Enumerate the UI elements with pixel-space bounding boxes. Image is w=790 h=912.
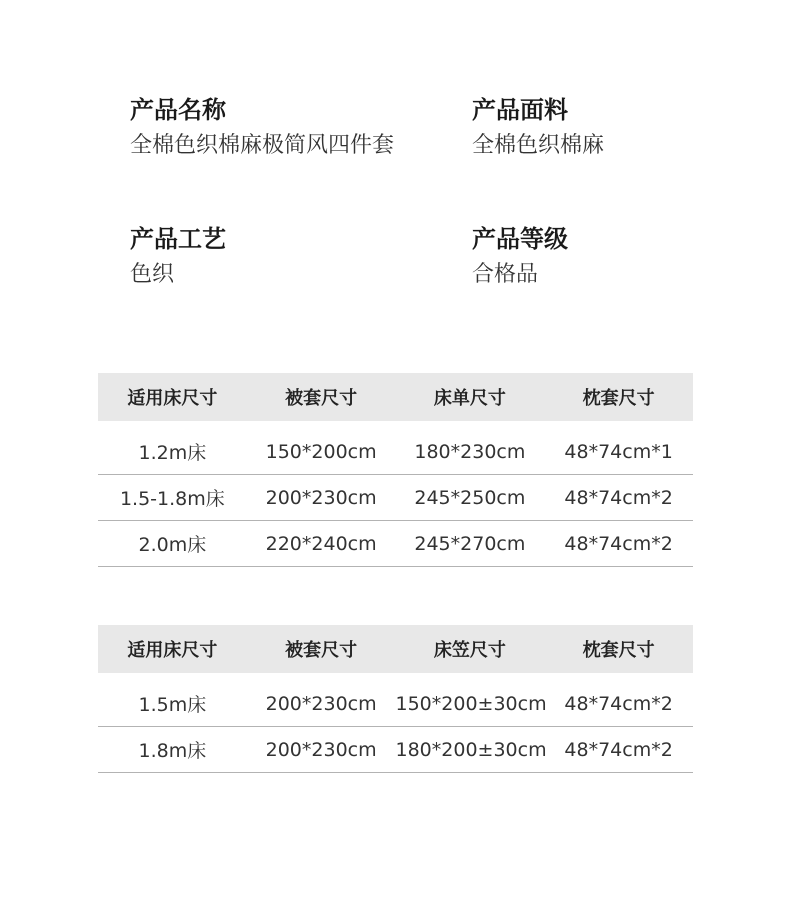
attr-label: 产品等级 bbox=[472, 225, 568, 253]
col-header-pillowcase-size: 枕套尺寸 bbox=[544, 625, 693, 673]
table-spacer bbox=[98, 673, 693, 681]
attr-product-grade bbox=[472, 225, 790, 289]
col-header-bed-size: 适用床尺寸 bbox=[98, 625, 247, 673]
attr-value: 全棉色织棉麻极简风四件套 bbox=[130, 133, 395, 158]
table-cell: 48*74cm*2 bbox=[544, 475, 693, 521]
table-cell: 1.5m床 bbox=[98, 681, 247, 727]
table-cell: 200*230cm bbox=[247, 727, 396, 773]
table-cell: 150*200cm bbox=[247, 429, 396, 475]
attr-label: 产品工艺 bbox=[130, 225, 226, 253]
table-row bbox=[98, 681, 693, 727]
attr-value: 色织 bbox=[130, 262, 175, 287]
table-cell: 48*74cm*2 bbox=[544, 521, 693, 567]
col-header-fitted-sheet-size: 床笠尺寸 bbox=[396, 625, 545, 673]
table-row bbox=[98, 727, 693, 773]
attr-value: 全棉色织棉麻 bbox=[472, 133, 605, 158]
table-cell: 2.0m床 bbox=[98, 521, 247, 567]
table-cell: 245*250cm bbox=[396, 475, 545, 521]
table-spacer bbox=[98, 421, 693, 429]
table-cell: 200*230cm bbox=[247, 475, 396, 521]
attr-value: 合格品 bbox=[472, 262, 539, 287]
table-row bbox=[98, 429, 693, 475]
col-header-duvet-size: 被套尺寸 bbox=[247, 625, 396, 673]
attr-product-fabric bbox=[472, 96, 790, 160]
table-cell: 48*74cm*1 bbox=[544, 429, 693, 475]
col-header-bed-size: 适用床尺寸 bbox=[98, 373, 247, 421]
attr-label: 产品名称 bbox=[130, 96, 226, 124]
table-cell: 220*240cm bbox=[247, 521, 396, 567]
table-cell: 245*270cm bbox=[396, 521, 545, 567]
table-cell: 150*200±30cm bbox=[396, 681, 545, 727]
table-cell: 200*230cm bbox=[247, 681, 396, 727]
size-table-fitted-sheet bbox=[98, 625, 693, 773]
table-header-row bbox=[98, 625, 693, 673]
table-cell: 1.8m床 bbox=[98, 727, 247, 773]
table-row bbox=[98, 475, 693, 521]
table-cell: 1.5-1.8m床 bbox=[98, 475, 247, 521]
table-row bbox=[98, 521, 693, 567]
table-header-row bbox=[98, 373, 693, 421]
table-cell: 180*200±30cm bbox=[396, 727, 545, 773]
table-cell: 1.2m床 bbox=[98, 429, 247, 475]
col-header-pillowcase-size: 枕套尺寸 bbox=[544, 373, 693, 421]
col-header-sheet-size: 床单尺寸 bbox=[396, 373, 545, 421]
attr-product-name bbox=[130, 96, 450, 160]
table-cell: 48*74cm*2 bbox=[544, 727, 693, 773]
table-cell: 48*74cm*2 bbox=[544, 681, 693, 727]
attr-product-craft bbox=[130, 225, 450, 289]
col-header-duvet-size: 被套尺寸 bbox=[247, 373, 396, 421]
table-cell: 180*230cm bbox=[396, 429, 545, 475]
size-table-sheet bbox=[98, 373, 693, 567]
attr-label: 产品面料 bbox=[472, 96, 568, 124]
